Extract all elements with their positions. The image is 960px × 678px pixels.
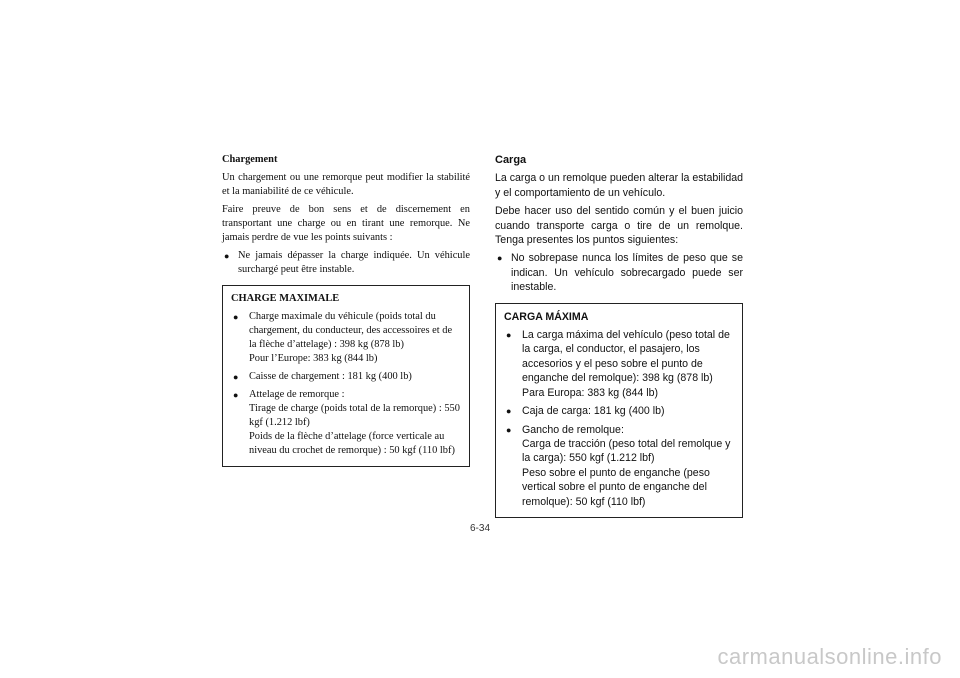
list-item xyxy=(504,423,734,509)
french-column xyxy=(222,153,470,467)
section-heading-fr: Chargement xyxy=(222,154,278,165)
box-line: Peso sobre el punto de enganche (peso vertical sobre el punto de enganche del remolque): 50 kgf (110 lbf) xyxy=(522,466,710,508)
list-item xyxy=(231,370,461,384)
watermark: carmanualsonline.info xyxy=(717,644,942,669)
spanish-column xyxy=(495,153,743,518)
box-line: Caja de carga: 181 kg (400 lb) xyxy=(522,405,665,418)
box-line: Charge maximale du véhicule (poids total du chargement, du conducteur, des accessoires et de la flèche d’attelage) : 398 kg (878 lb) xyxy=(249,311,453,350)
bullet-icon: ● xyxy=(506,424,512,435)
bullet-list-es xyxy=(495,251,743,294)
box-line: Para Europa: 383 kg (844 lb) xyxy=(522,386,659,399)
list-item xyxy=(222,249,470,277)
box-title-fr: CHARGE MAXIMALE xyxy=(231,293,340,304)
box-list-fr xyxy=(231,310,461,458)
list-item xyxy=(504,328,734,400)
paragraph-fr-2: Faire preuve de bon sens et de discernement en transportant une charge ou en tirant une remorque. Ne jamais perdre de vue les points suivants : xyxy=(222,204,470,243)
paragraph-es-1: La carga o un remolque pueden alterar la estabilidad y el comportamiento de un vehículo. xyxy=(495,172,743,199)
box-line: La carga máxima del vehículo (peso total de la carga, el conductor, el pasajero, los accesorios y el peso sobre el punto de enganche del remolque): 398 kg (878 lb) xyxy=(522,329,730,385)
bullet-icon: ● xyxy=(233,390,239,400)
max-load-box-fr xyxy=(222,285,470,467)
box-line: Poids de la flèche d’attelage (force verticale au niveau du crochet de remorque) : 50 kgf (110 lbf) xyxy=(249,431,455,456)
bullet-icon: ● xyxy=(233,372,239,382)
box-line: Tirage de charge (poids total de la remorque) : 550 kgf (1.212 lbf) xyxy=(249,403,460,428)
paragraph-fr-1: Un chargement ou une remorque peut modifier la stabilité et la maniabilité de ce véhicule. xyxy=(222,172,470,197)
box-line: Attelage de remorque : xyxy=(249,389,345,400)
bullet-icon: ● xyxy=(506,330,512,341)
box-line: Pour l’Europe: 383 kg (844 lb) xyxy=(249,353,378,364)
bullet-list-fr xyxy=(222,249,470,277)
box-line: Gancho de remolque: xyxy=(522,423,624,436)
list-item xyxy=(231,310,461,366)
box-title-es: CARGA MÁXIMA xyxy=(504,310,589,323)
bullet-icon: ● xyxy=(506,406,512,417)
list-item xyxy=(231,388,461,458)
bullet-icon: ● xyxy=(233,312,239,322)
list-item xyxy=(504,404,734,418)
paragraph-es-2: Debe hacer uso del sentido común y el buen juicio cuando transporte carga o tire de un remolque. Tenga presentes los puntos siguientes: xyxy=(495,205,743,247)
box-line: Carga de tracción (peso total del remolque y la carga): 550 kgf (1.212 lbf) xyxy=(522,437,731,465)
max-load-box-es xyxy=(495,303,743,518)
page-number: 6-34 xyxy=(470,523,491,534)
list-item xyxy=(495,251,743,294)
bullet-icon: ● xyxy=(497,253,503,264)
box-line: Caisse de chargement : 181 kg (400 lb) xyxy=(249,371,412,382)
box-list-es xyxy=(504,328,734,509)
section-heading-es: Carga xyxy=(495,154,527,166)
bullet-text: No sobrepase nunca los límites de peso que se indican. Un vehículo sobrecargado puede ser inestable. xyxy=(511,252,743,294)
bullet-icon: ● xyxy=(224,251,230,261)
bullet-text: Ne jamais dépasser la charge indiquée. Un véhicule surchargé peut être instable. xyxy=(238,250,470,275)
